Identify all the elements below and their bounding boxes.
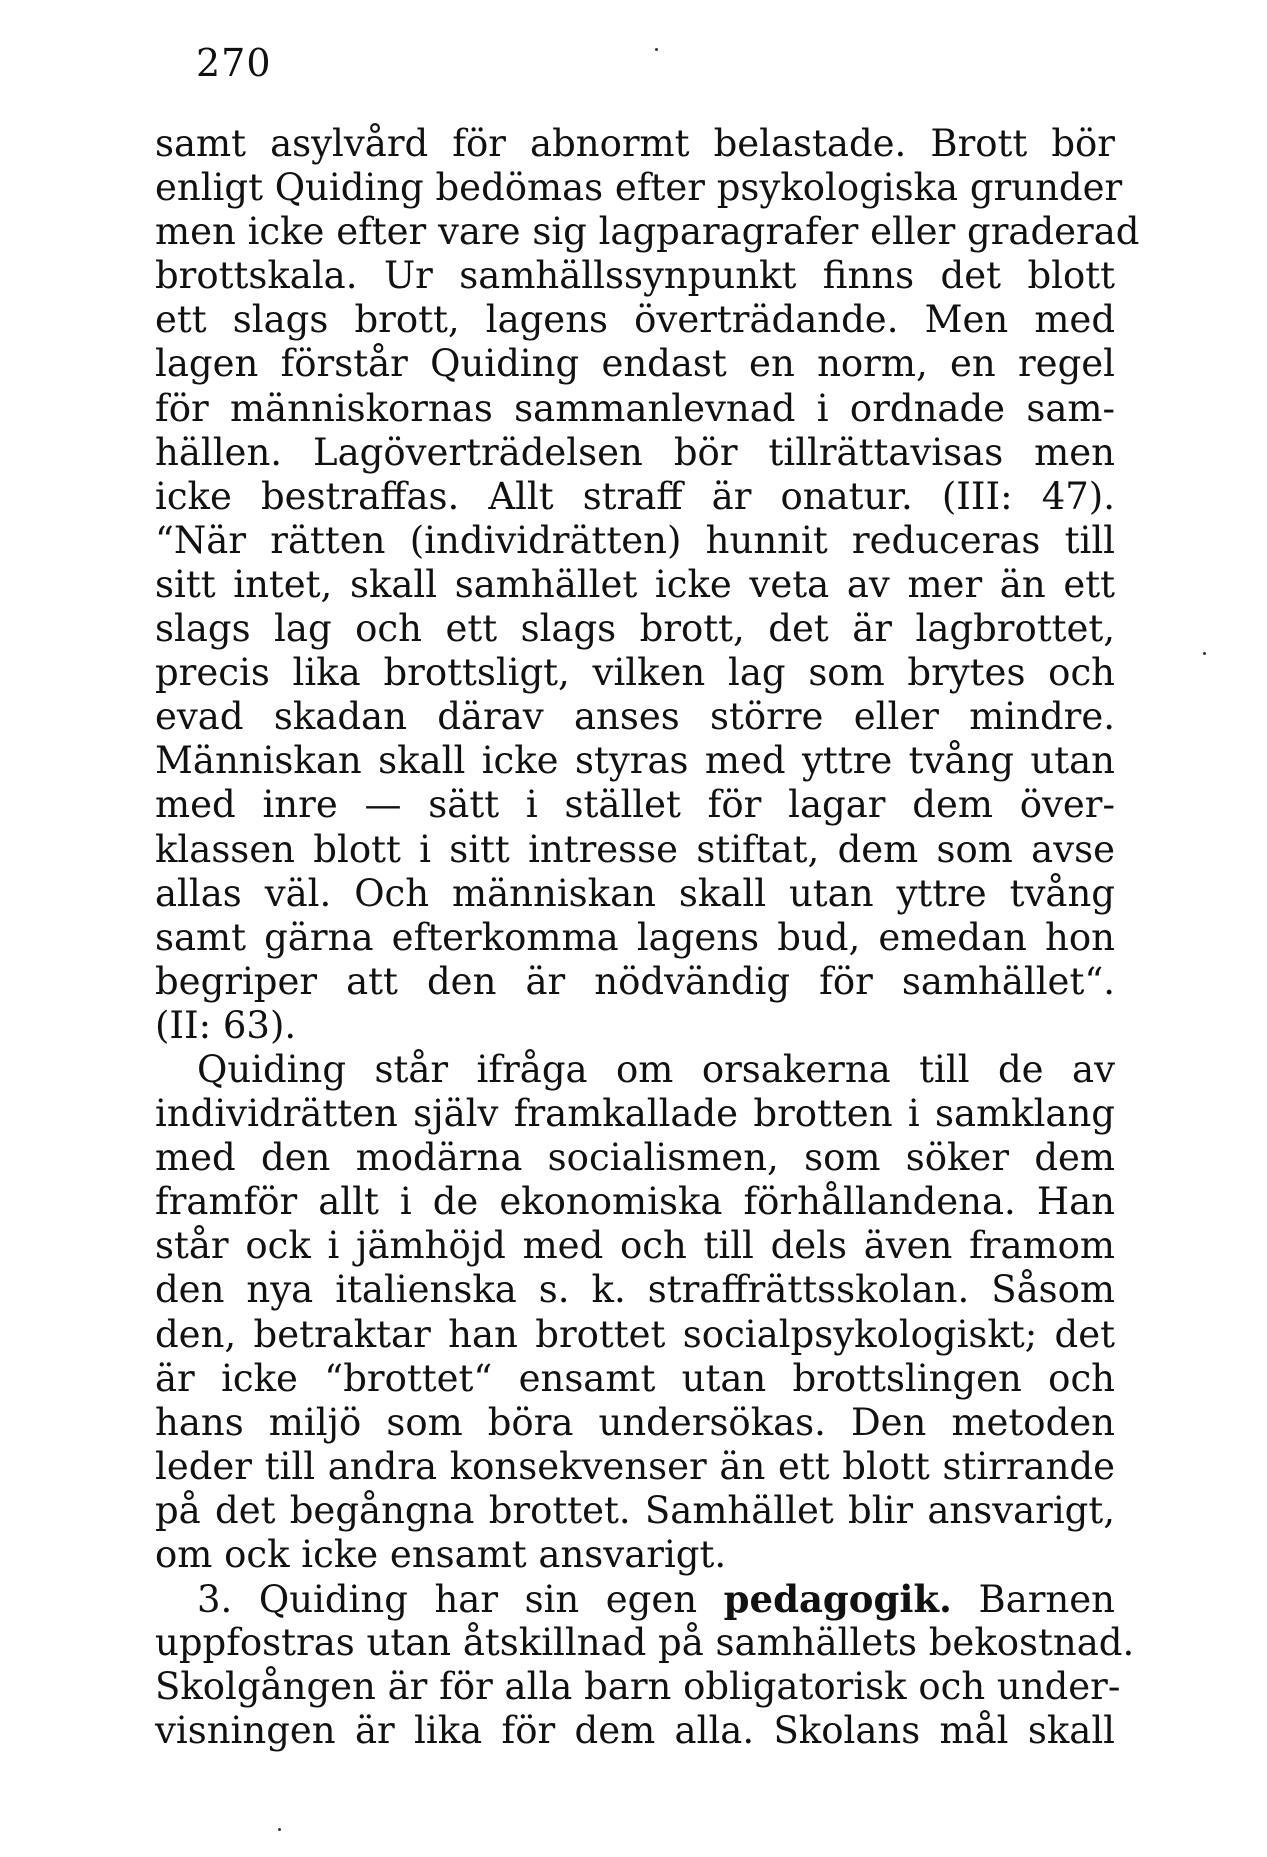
text-line: hans miljö som böra undersökas. Den metoden bbox=[155, 1400, 1115, 1444]
text-line: står ock i jämhöjd med och till dels även framom bbox=[155, 1224, 1115, 1268]
text-line: är icke “brottet“ ensamt utan brottslingen och bbox=[155, 1356, 1115, 1400]
text-line: hällen. Lagöverträdelsen bör tillrättavisas men bbox=[155, 430, 1115, 474]
text-line-with-heading bbox=[155, 1577, 1115, 1621]
page-number: 270 bbox=[196, 41, 272, 85]
text-line: på det begångna brottet. Samhället blir ansvarigt, bbox=[155, 1488, 1115, 1532]
text-line: Skolgången är för alla barn obligatorisk och under- bbox=[155, 1665, 1121, 1709]
text-line: ett slags brott, lagens överträdande. Men med bbox=[155, 298, 1115, 342]
text-line: begriper att den är nödvändig för samhället“. bbox=[155, 959, 1115, 1003]
text-line: (II: 63). bbox=[155, 1003, 297, 1047]
section-keyword: pedagogik. bbox=[723, 1577, 952, 1622]
text-line: leder till andra konsekvenser än ett blott stirrande bbox=[155, 1444, 1115, 1488]
text-line: men icke efter vare sig lagparagrafer eller graderad bbox=[155, 210, 1140, 254]
text-line: brottskala. Ur samhällssynpunkt finns det blott bbox=[155, 254, 1115, 298]
text-segment: 3. Quiding har sin egen bbox=[197, 1578, 698, 1622]
text-line: lagen förstår Quiding endast en norm, en regel bbox=[155, 342, 1115, 386]
text-line: för människornas sammanlevnad i ordnade sam- bbox=[155, 386, 1115, 430]
body-text bbox=[155, 122, 1140, 1753]
text-line: individrätten själv framkallade brotten i samklang bbox=[155, 1092, 1115, 1136]
text-line: “När rätten (individrätten) hunnit reduceras till bbox=[155, 518, 1115, 562]
text-line: allas väl. Och människan skall utan yttre tvång bbox=[155, 871, 1115, 915]
text-line: samt gärna efterkomma lagens bud, emedan hon bbox=[155, 915, 1115, 959]
text-line: slags lag och ett slags brott, det är lagbrottet, bbox=[155, 607, 1115, 651]
text-line: Människan skall icke styras med yttre tvång utan bbox=[155, 739, 1115, 783]
scan-speck bbox=[1203, 652, 1206, 655]
text-line: evad skadan därav anses större eller mindre. bbox=[155, 695, 1115, 739]
scan-speck bbox=[278, 1828, 281, 1831]
text-line: den, betraktar han brottet socialpsykologiskt; det bbox=[155, 1312, 1115, 1356]
text-line: den nya italienska s. k. straffrättsskolan. Såsom bbox=[155, 1268, 1115, 1312]
text-line: uppfostras utan åtskillnad på samhällets bekostnad. bbox=[155, 1621, 1135, 1665]
text-line: klassen blott i sitt intresse stiftat, dem som avse bbox=[155, 827, 1115, 871]
text-line: precis lika brottsligt, vilken lag som brytes och bbox=[155, 651, 1115, 695]
text-line: med inre — sätt i stället för lagar dem över- bbox=[155, 783, 1115, 827]
text-segment: Barnen bbox=[978, 1578, 1115, 1622]
text-line: med den modärna socialismen, som söker dem bbox=[155, 1136, 1115, 1180]
text-line: enligt Quiding bedömas efter psykologiska grunder bbox=[155, 166, 1123, 210]
text-line: sitt intet, skall samhället icke veta av mer än ett bbox=[155, 562, 1115, 606]
scan-speck bbox=[655, 48, 658, 51]
text-line: visningen är lika för dem alla. Skolans mål skall bbox=[155, 1709, 1115, 1753]
text-line: icke bestraffas. Allt straff är onatur. (III: 47). bbox=[155, 474, 1115, 518]
text-line: om ock icke ensamt ansvarigt. bbox=[155, 1533, 727, 1576]
text-line: Quiding står ifråga om orsakerna till de av bbox=[197, 1047, 1115, 1091]
text-line: framför allt i de ekonomiska förhållandena. Han bbox=[155, 1180, 1115, 1224]
text-line: samt asylvård för abnormt belastade. Brott bör bbox=[155, 122, 1115, 165]
